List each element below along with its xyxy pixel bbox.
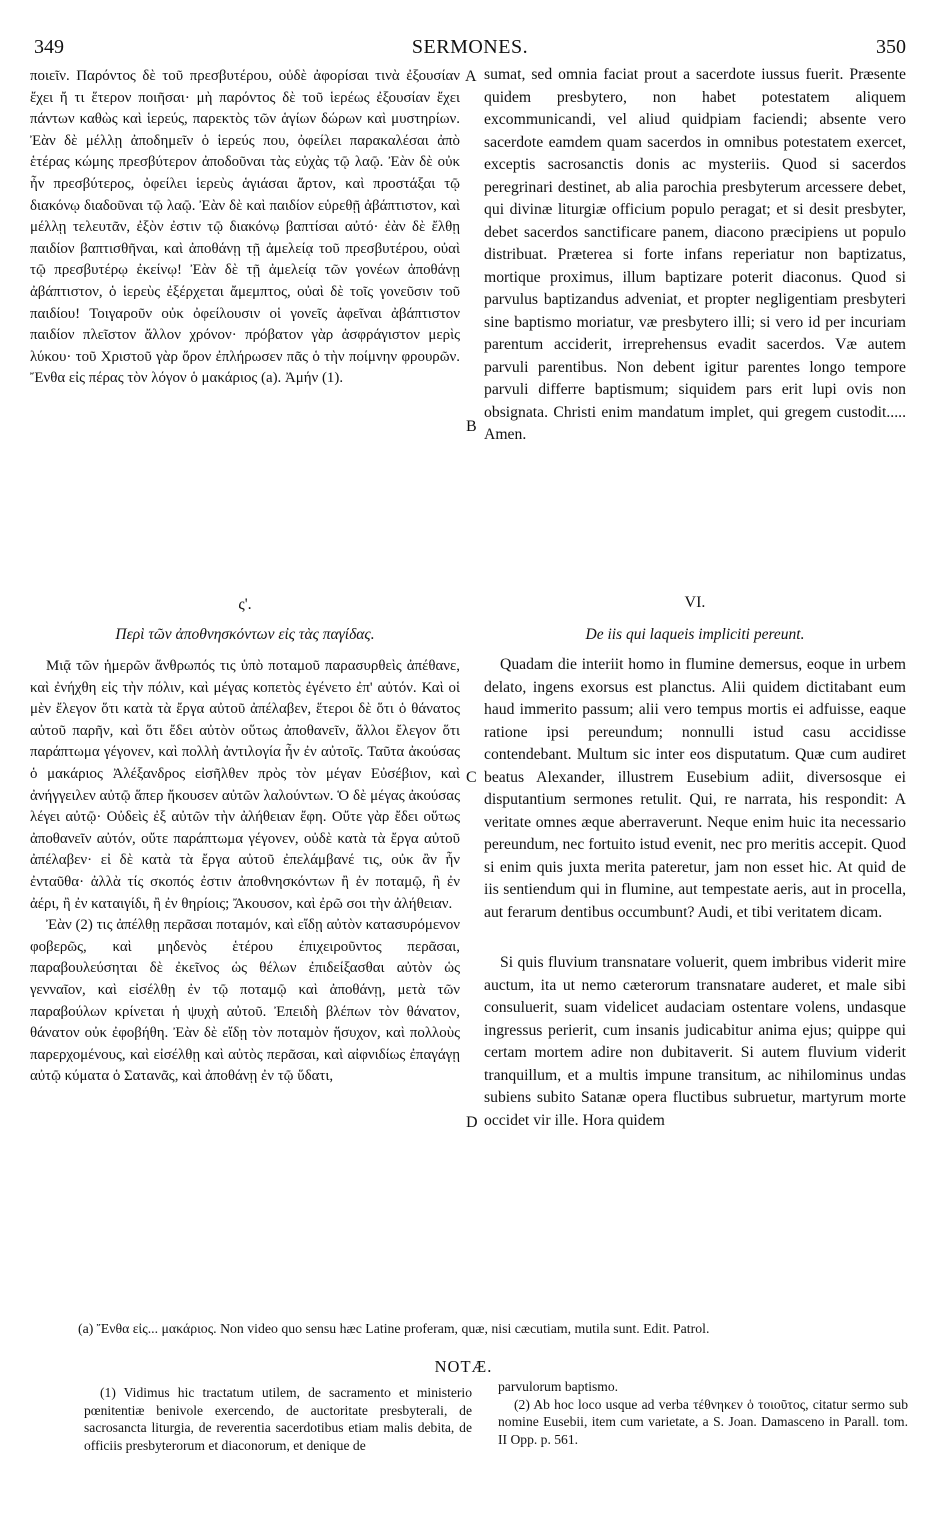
margin-letter-c: C — [466, 769, 477, 786]
latin-section-title: De iis qui laqueis impliciti pereunt. — [585, 626, 805, 643]
latin-column-top — [484, 64, 906, 447]
greek-paragraph: ποιεῖν. Παρόντος δὲ τοῦ πρεσβυτέρου, οὐδὲ ἀφορίσαι τινὰ ἐξουσίαν ἔχει ἤ τι ἕτερον ποιῆσαι· μὴ παρόντος δὲ τοῦ ἱερέως ἐξουσίαν ἔχει πάντων καθὼς καὶ ἱερεύς, παρεκτὸς τῶν ἁγίων δώρων καὶ μυστηρίων. Ἐὰν δὲ μέλλῃ ἀποδημεῖν ὁ ἱερεύς που, ὀφείλει παρακαλέσαι ἀπὸ ἑτέρας κώμης πρεσβύτερον ἀποδοῦναι τὰς εὐχὰς τῷ λαῷ. Ἐὰν δὲ οὐκ ἦν πρεσβύτερος, ὀφείλει ἱερεὺς ἁγιάσαι ἄρτον, καὶ προστάξαι τῷ διακόνῳ διαδοῦναι τῷ λαῷ. Ἐὰν δὲ καὶ παιδίον εὑρεθῇ ἀβάπτιστον, καὶ μέλλῃ τελευτᾶν, ἐξὸν ἐστιν τῷ διακόνῳ βαπτίσαι αὐτό· ἐὰν δὲ ἔλθῃ παιδίον βαπτισθῆναι, καὶ ἀποθάνῃ τῇ ἀμελείᾳ τοῦ πρεσβυτέρου, οὐαὶ τῷ πρεσβυτέρῳ ἐκείνῳ! Ἐὰν δὲ τῇ ἀμελείᾳ τῶν γονέων ἀποθάνῃ ἀβάπτιστον, ὁ ἱερεὺς ἐξέρχεται ἄμεμπτος, οὐαὶ δὲ τοῖς γονεῦσιν τοῦ παιδίου! Τοιγαροῦν οὐκ ὀφείλουσιν οἱ γονεῖς ἀφεῖναι ἀβάπτιστον παιδίον πλεῖστον ἄλλον χρόνον· πρόβατον γὰρ ἀσφράγιστον μερὶς λύκου· τοῦ Χριστοῦ γὰρ ὅρον ἐπλήρωσεν πᾶς ὁ τὴν ποίμνην φρουρῶν. Ἔνθα εἰς πέρας τὸν λόγον ὁ μακάριος (a). Ἀμήν (1). — [30, 68, 460, 387]
note-2: (2) Ab hoc loco usque ad verba τέθνηκεν ὁ τοιοῦτος, citatur sermo sub nomine Eusebii, item cum varietate, a S. Joan. Damasceno in Parall. tom. II Opp. p. 561. — [498, 1396, 908, 1447]
greek-paragraph: Ἐὰν (2) τις ἀπέλθῃ περᾶσαι ποταμόν, καὶ εἴδῃ αὐτὸν κατασυρόμενον φοβερῶς, καὶ μηδενὸς ἑτέρου ἐπιχειροῦντος περᾶσαι, παραβουλεύσηται δὲ ἐκεῖνος ὡς θέλων ἐπιδείξασθαι αὐτὸν ὡς γενναῖον, καὶ εἰσέλθῃ ἐν τῷ ποταμῷ καὶ ἀποθάνῃ, μετὰ τῶν παραβούλων κρίνεται ἡ ψυχὴ αὐτοῦ. Ἐπειδὴ βλέπων τὸν θάνατον, θάνατον οὐκ ἐφοβήθη. Ἐὰν δὲ εἴδῃ τὸν ποταμὸν ἥσυχον, καὶ πολλοὺς παρερχομένους, καὶ εἰσέλθῃ καὶ αὐτὸς περᾶσαι, καὶ αἰφνιδίως ἐπαγάγῃ αὐτῷ κύματα ὁ Σατανᾶς, καὶ ἀποθάνῃ ἐν τῷ ὕδατι, — [30, 917, 460, 1085]
greek-column-body — [30, 656, 460, 1088]
notes-right-column — [498, 1378, 908, 1448]
greek-section-title: Περὶ τῶν ἀποθνησκόντων εἰς τὰς παγίδας. — [115, 626, 375, 643]
latin-section-number: VI. — [684, 594, 706, 611]
margin-letter-a: A — [465, 68, 477, 85]
margin-letter-b: B — [466, 418, 477, 435]
latin-column-body — [484, 654, 906, 1132]
running-title: SERMONES. — [411, 36, 529, 58]
latin-paragraph: Si quis fluvium transnatare voluerit, quem imbribus viderit mire auctum, ita ut nemo cæterorum transnatare auderet, et male sibi consuluerit, suam videlicet audaciam ostentare volens, undasque ingressus perierit, cum insanis judicabitur anima ejus; quippe qui certam mortem adire non dubitaverit. Si autem fluvium viderit tranquillum, et a multis impune transitum, ac nihilominus undas subiens subito Satanæ opera fluctibus subruetur, martyrum morte occidet vir ille. Hora quidem — [484, 954, 906, 1129]
editorial-footnote: (a) Ἔνθα εἰς... μακάριος. Non video quo sensu hæc Latine proferam, quæ, nisi cæcutiam, mutila sunt. Edit. Patrol. — [78, 1321, 710, 1336]
latin-paragraph: sumat, sed omnia faciat prout a sacerdote iussus fuerit. Præsente quidem presbytero, non habet potestatem aliquem excommunicandi, vel aliud quidpiam faciendi; absente vero sacerdote eamdem quam sacerdos in omnibus potestatem exercet, exceptis sacrosanctis donis ac mysteriis. Quod si sacerdos peregrinari destinet, ab alia parochia presbyterum arcessere debet, qui divinæ liturgiæ officium populo peragat; et si desit presbyter, debet sacerdos sanctificare panem, diacono præcipiens ut populo distribuat. Præterea si forte infans reperiatur non baptizatus, mortique proximus, illum baptizare poterit diaconus. Quod si parvulus baptizandus adveniat, et propter negligentiam presbyteri sine baptismo moriatur, væ presbytero illi; si vero id per incuriam parentum acciderit, irreprehensus evadit sacerdos. Væ autem parvuli parentibus. Non debent igitur parentes longo tempore parvuli differre baptismum; siquidem pars erit lupi ovis non obsignata. Christi enim mandatum implet, qui gregem custodit..... Amen. — [484, 66, 906, 443]
greek-section-number: ς'. — [238, 596, 252, 613]
page-number-left: 349 — [34, 36, 64, 58]
page-header — [34, 36, 906, 66]
latin-paragraph: Quadam die interiit homo in flumine demersus, eoque in urbem delato, ingens exorsus est planctus. Alii quidem dictitabant eum haud immerito passum; alii vero tempus mortis ei adfuisse, eaque ratione ipsi pereundum; nonnulli istud casu accidisse contendebant. Multum sic inter eos disputatum. Quæ cum audiret beatus Alexander, illustrem Eusebium adiit, diversosque ei disputantium sermones retulit. Qui, re narrata, his respondit: A veritate omnes æque aberraverunt. Neque enim huic ita necessario pereundum, nec fortuito istud evenit, nec pro meritis accepit. Quod si enim quis juxta merita pateretur, jam non esset hic. At quid de iis sentiendum qui in flumine, aut tempestate aeris, aut in procella, aut ferarum dentibus occumbunt? Audi, et tibi veritatem dicam. — [484, 656, 906, 921]
note-1: (1) Vidimus hic tractatum utilem, de sacramento et ministerio pœnitentiæ benivole exercendo, de auctoritate presbyterali, de sacrosancta liturgia, de reverentia sacerdotibus etiam malis debita, de officiis presbyterorum et diaconorum, et denique de — [84, 1385, 472, 1453]
note-1-continued: parvulorum baptismo. — [498, 1379, 619, 1394]
greek-column-top — [30, 66, 460, 390]
page-number-right: 350 — [876, 36, 906, 58]
notes-left-column — [84, 1384, 472, 1454]
greek-paragraph: Μιᾷ τῶν ἡμερῶν ἄνθρωπός τις ὑπὸ ποταμοῦ παρασυρθεὶς ἀπέθανε, καὶ ἐνήχθη εἰς τὴν πόλιν, καὶ μέγας κοπετὸς ἐγένετο ἐπ' αὐτόν. Καὶ οἱ μὲν ἔλεγον ὅτι κατὰ τὰ ἔργα αὐτοῦ ἀπέλαβεν, ἕτεροι δὲ ὅτι ὁ θάνατος αὐτοῦ παρῆν, καὶ ὅτι ἔδει αὐτὸν οὕτως ἀποθανεῖν, ἄλλοι ἔλεγον ὅτι παράπτωμα γέγονεν, καὶ πολλὴ ἀντιλογία ἦν ἐν αὐτοῖς. Ταῦτα ἀκούσας ὁ μακάριος Ἀλέξανδρος εἰσῆλθεν πρὸς τὸν μέγαν Εὐσέβιον, καὶ ἀνήγγειλεν αὐτῷ ἅπερ ἤκουσεν αὐτῶν λαλούντων. Ὁ δὲ μέγας ἀκούσας λέγει αὐτῷ· Οὐδεὶς ἐξ αὐτῶν τὴν ἀλήθειαν ἔφη. Οὔτε γὰρ ἔδει οὕτως ἀποθανεῖν αὐτόν, οὔτε παράπτωμα γέγονεν, οὐδὲ κατὰ τὰ ἔργα αὐτοῦ ἀπέλαβεν· εἰ δὲ κατὰ τὰ ἔργα αὐτοῦ ἐπελάμβανέ τις, οὐκ ἂν ἦν ἐνταῦθα· ἀλλὰ τίς σκοπός ἐστιν ἀποθνησκόντων ἢ ἐν ποταμῷ, ἢ ἐν ἀέρι, ἢ ἐν καταιγίδι, ἢ ἐν θηρίοις; Ἄκουσον, καὶ ἐρῶ σοι τὴν ἀλήθειαν. — [30, 658, 460, 912]
notes-heading: NOTÆ. — [434, 1357, 493, 1376]
margin-letter-d: D — [466, 1114, 478, 1131]
